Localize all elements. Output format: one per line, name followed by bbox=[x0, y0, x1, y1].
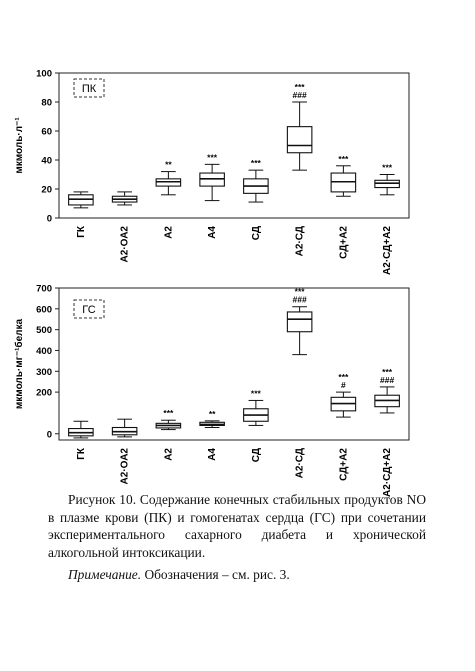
significance-marker: ** bbox=[165, 159, 172, 170]
box-3 bbox=[156, 172, 181, 195]
x-tick-label: СД bbox=[250, 226, 262, 241]
plot-frame bbox=[59, 288, 409, 440]
figure-caption bbox=[48, 491, 426, 584]
box-4 bbox=[200, 164, 225, 200]
y-tick-label: 0 bbox=[46, 213, 52, 225]
significance-marker: *** bbox=[250, 158, 261, 169]
x-tick-label: А2 bbox=[163, 226, 175, 239]
significance-marker: *** bbox=[163, 408, 174, 419]
note-text: Обозначения – см. рис. 3. bbox=[141, 567, 290, 582]
note-label: Примечание. bbox=[68, 567, 142, 582]
box-5 bbox=[244, 400, 269, 425]
y-tick-label: 0 bbox=[46, 429, 52, 441]
caption-text: Рисунок 10. Содержание конечных стабильных продуктов NO в плазме крови (ПК) и гомогенатах сердца (ГС) при сочетании экспериментального сахарного диабета и хронической алкогольной интоксикации. bbox=[48, 492, 426, 560]
significance-marker: ### bbox=[292, 294, 307, 305]
x-tick-label: А4 bbox=[207, 448, 219, 461]
x-tick-label: А2·СД bbox=[294, 448, 306, 479]
significance-marker: ### bbox=[380, 374, 395, 385]
y-tick-label: 100 bbox=[36, 68, 52, 80]
box-7 bbox=[331, 166, 356, 196]
x-tick-label: СД+А2 bbox=[338, 226, 350, 259]
significance-marker: *** bbox=[382, 162, 393, 173]
box-4 bbox=[200, 421, 225, 428]
caption-note bbox=[48, 566, 426, 584]
y-tick-label: 20 bbox=[41, 184, 52, 196]
x-tick-label: А2 bbox=[163, 448, 175, 461]
significance-marker: *** bbox=[207, 152, 218, 163]
x-tick-label: А2·СД+А2 bbox=[382, 226, 394, 275]
box-1 bbox=[69, 421, 94, 438]
significance-marker: *** bbox=[294, 82, 305, 92]
panel-label: ГС bbox=[82, 304, 96, 316]
x-tick-label: СД bbox=[250, 448, 262, 463]
y-tick-label: 200 bbox=[36, 387, 52, 399]
panel-label: ПК bbox=[81, 83, 97, 95]
significance-marker: *** bbox=[250, 388, 261, 399]
significance-marker: *** bbox=[294, 286, 305, 297]
box-3 bbox=[156, 420, 181, 429]
y-axis-label: мкмоль·л⁻¹ bbox=[14, 117, 25, 174]
significance-marker: *** bbox=[338, 153, 349, 164]
significance-marker: # bbox=[341, 380, 346, 391]
y-tick-label: 60 bbox=[41, 126, 52, 138]
significance-marker: ** bbox=[208, 408, 216, 419]
box-6 bbox=[287, 102, 312, 170]
box-5 bbox=[244, 170, 269, 202]
plot-frame bbox=[59, 73, 409, 218]
x-tick-label: А2·СД+А2 bbox=[382, 448, 394, 497]
box-8 bbox=[375, 387, 400, 413]
y-tick-label: 600 bbox=[36, 304, 52, 316]
y-tick-label: 500 bbox=[36, 325, 52, 337]
x-tick-label: А2·ОА2 bbox=[119, 226, 131, 263]
y-tick-label: 700 bbox=[36, 283, 52, 295]
y-tick-label: 300 bbox=[36, 366, 52, 378]
significance-marker: ### bbox=[292, 90, 307, 100]
box-2 bbox=[112, 419, 137, 437]
y-tick-label: 80 bbox=[41, 97, 52, 109]
significance-marker: *** bbox=[382, 366, 393, 377]
y-tick-label: 40 bbox=[41, 155, 52, 167]
box-6 bbox=[287, 307, 312, 355]
x-tick-label: А4 bbox=[207, 226, 219, 239]
box-7 bbox=[331, 392, 356, 417]
x-tick-label: ГК bbox=[75, 448, 87, 460]
x-tick-label: СД+А2 bbox=[338, 448, 350, 481]
chart-heart-homogenate bbox=[0, 280, 475, 510]
panel-label-box bbox=[74, 300, 104, 318]
y-tick-label: 400 bbox=[36, 345, 52, 357]
y-axis-label: мкмоль·мг⁻¹белка bbox=[14, 318, 25, 410]
panel-label-box bbox=[74, 79, 104, 97]
box-2 bbox=[112, 192, 137, 205]
box-1 bbox=[69, 192, 94, 208]
box-8 bbox=[375, 175, 400, 195]
box-iqr bbox=[287, 127, 312, 153]
x-tick-label: ГК bbox=[75, 226, 87, 238]
significance-marker: *** bbox=[338, 372, 349, 383]
x-tick-label: А2·ОА2 bbox=[119, 448, 131, 485]
x-tick-label: А2·СД bbox=[294, 226, 306, 257]
box-iqr bbox=[287, 312, 312, 332]
